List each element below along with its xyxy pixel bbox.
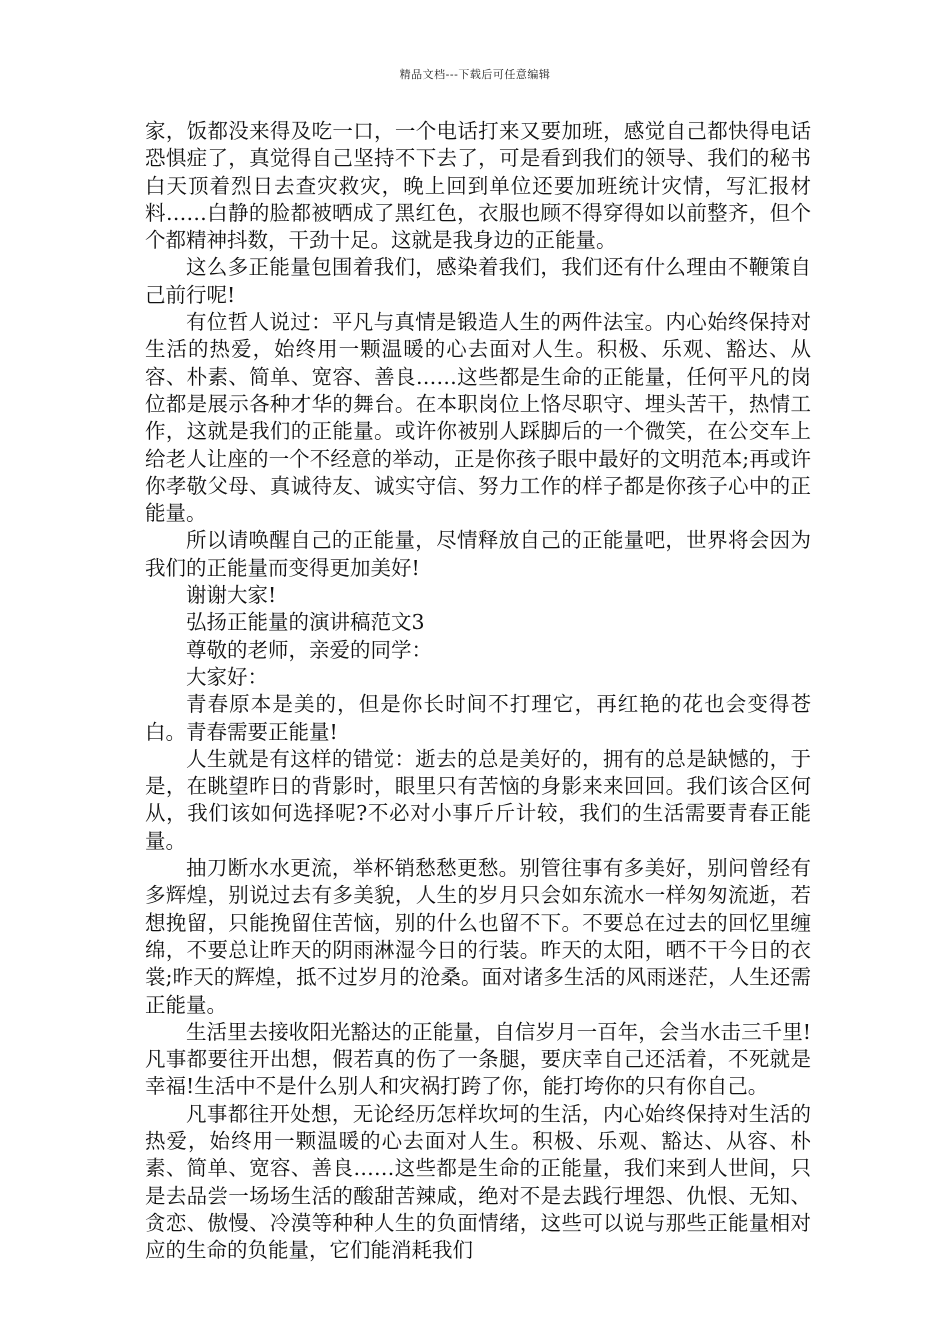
greeting: 大家好： (186, 664, 268, 689)
paragraph: 所以请唤醒自己的正能量，尽情释放自己的正能量吧，世界将会因为我们的正能量而变得更加美好! (145, 528, 811, 580)
section-title: 弘扬正能量的演讲稿范文3 (186, 610, 425, 635)
paragraph: 有位哲人说过：平凡与真情是锻造人生的两件法宝。内心始终保持对生活的热爱，始终用一颗温暖的心去面对人生。积极、乐观、豁达、从容、朴素、简单、宽容、善良……这些都是生命的正能量，任何平凡的岗位都是展示各种才华的舞台。在本职岗位上恪尽职守、埋头苦干，热情工作，这就是我们的正能量。或许你被别人踩脚后的一个微笑，在公交车上给老人让座的一个不经意的举动，正是你孩子眼中最好的文明范本;再或许你孝敬父母、真诚待友、诚实守信、努力工作的样子都是你孩子心中的正能量。 (145, 310, 811, 526)
paragraph: 青春原本是美的，但是你长时间不打理它，再红艳的花也会变得苍白。青春需要正能量! (145, 692, 811, 744)
paragraph: 生活里去接收阳光豁达的正能量，自信岁月一百年，会当水击三千里!凡事都要往开出想，假若真的伤了一条腿，要庆幸自己还活着，不死就是幸福!生活中不是什么别人和灾祸打跨了你，能打垮你的只有你自己。 (145, 1019, 811, 1099)
paragraph: 抽刀断水水更流，举杯销愁愁更愁。别管往事有多美好，别问曾经有多辉煌，别说过去有多美貌，人生的岁月只会如东流水一样匆匆流逝，若想挽留，只能挽留住苦恼，别的什么也留不下。不要总在过去的回忆里缠绵，不要总让昨天的阴雨淋湿今日的行装。昨天的太阳，晒不干今日的衣裳;昨天的辉煌，抵不过岁月的沧桑。面对诸多生活的风雨迷茫，人生还需正能量。 (145, 856, 811, 1017)
closing-line: 谢谢大家! (186, 583, 277, 608)
paragraph: 这么多正能量包围着我们，感染着我们，我们还有什么理由不鞭策自己前行呢! (145, 255, 811, 307)
document-body (145, 118, 811, 1264)
salutation: 尊敬的老师，亲爱的同学： (186, 637, 432, 662)
page-header: 精品文档---下载后可任意编辑 (399, 68, 551, 81)
paragraph: 凡事都往开处想，无论经历怎样坎坷的生活，内心始终保持对生活的热爱，始终用一颗温暖的心去面对人生。积极、乐观、豁达、从容、朴素、简单、宽容、善良……这些都是生命的正能量，我们来到人世间，只是去品尝一场场生活的酸甜苦辣咸，绝对不是去践行埋怨、仇恨、无知、贪恋、傲慢、冷漠等种种人生的负面情绪，这些可以说与那些正能量相对应的生命的负能量，它们能消耗我们 (145, 1101, 811, 1263)
paragraph: 家，饭都没来得及吃一口，一个电话打来又要加班，感觉自己都快得电话恐惧症了，真觉得自己坚持不下去了，可是看到我们的领导、我们的秘书白天顶着烈日去查灾救灾，晚上回到单位还要加班统计灾情，写汇报材料……白静的脸都被晒成了黑红色，衣服也顾不得穿得如以前整齐，但个个都精神抖数，干劲十足。这就是我身边的正能量。 (145, 119, 811, 253)
paragraph: 人生就是有这样的错觉：逝去的总是美好的，拥有的总是缺憾的，于是，在眺望昨日的背影时，眼里只有苦恼的身影来来回回。我们该合区何从，我们该如何选择呢?不必对小事斤斤计较，我们的生活需要青春正能量。 (145, 746, 811, 853)
